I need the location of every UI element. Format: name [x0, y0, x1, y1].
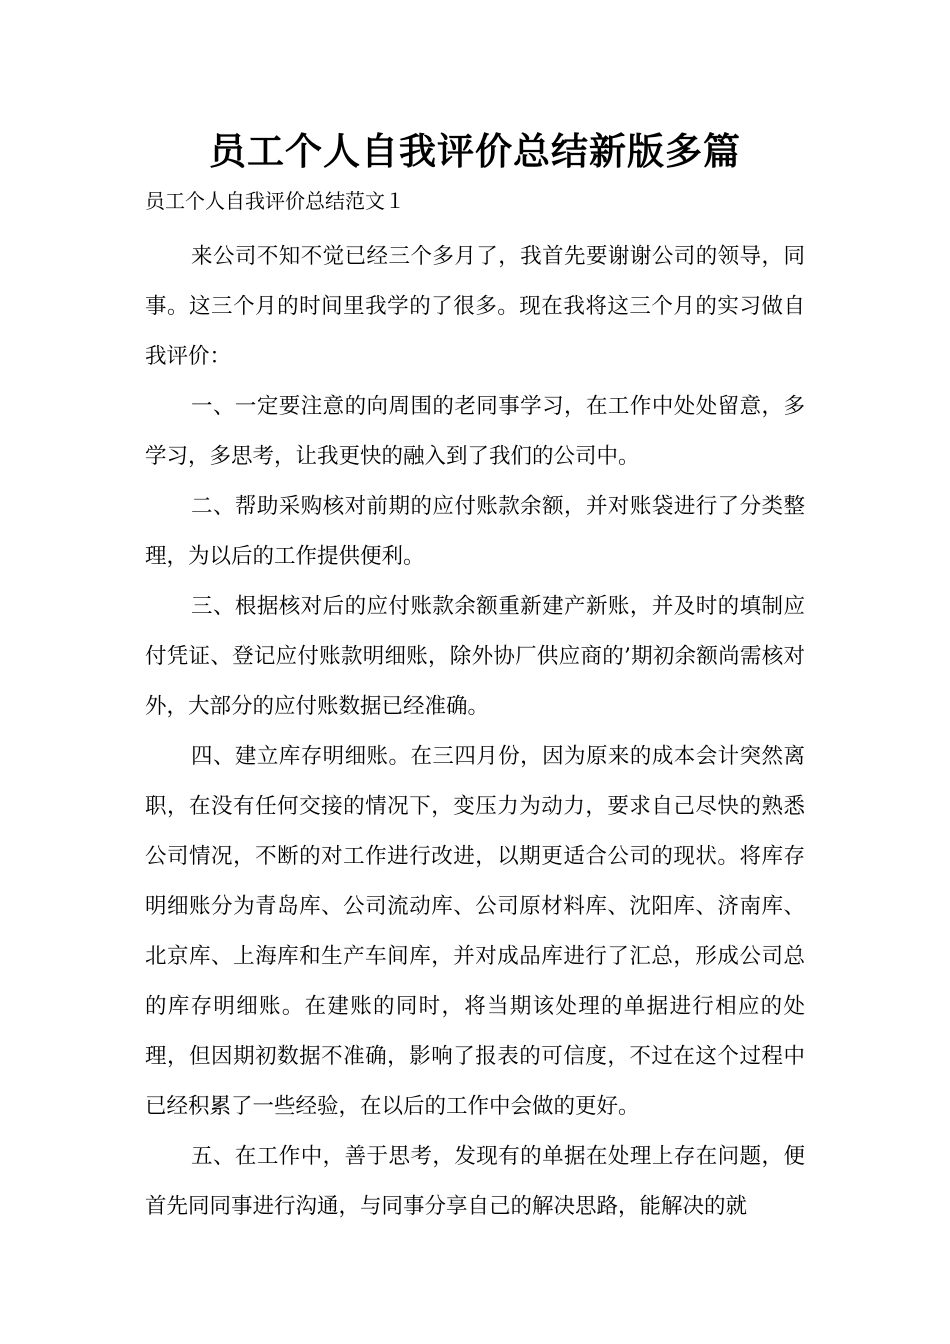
paragraph-point-3: 三、根据核对后的应付账款余额重新建产新账，并及时的填制应付凭证、登记应付账款明细账，除外协厂供应商的’期初余额尚需核对外，大部分的应付账数据已经准确。	[145, 594, 805, 719]
document-body	[145, 232, 805, 1232]
paragraph-point-5: 五、在工作中，善于思考，发现有的单据在处理上存在问题，便首先同同事进行沟通，与同事分享自己的解决思路，能解决的就	[145, 1144, 805, 1219]
paragraph-point-1: 一、一定要注意的向周围的老同事学习，在工作中处处留意，多学习，多思考，让我更快的融入到了我们的公司中。	[145, 394, 805, 469]
paragraph-point-2: 二、帮助采购核对前期的应付账款余额，并对账袋进行了分类整理，为以后的工作提供便利。	[145, 494, 805, 569]
section-heading: 员工个人自我评价总结范文１	[145, 189, 405, 213]
paragraph-intro: 来公司不知不觉已经三个多月了，我首先要谢谢公司的领导，同事。这三个月的时间里我学的了很多。现在我将这三个月的实习做自我评价：	[145, 244, 805, 369]
document-title: 员工个人自我评价总结新版多篇	[209, 130, 741, 173]
paragraph-point-4: 四、建立库存明细账。在三四月份，因为原来的成本会计突然离职，在没有任何交接的情况下，变压力为动力，要求自己尽快的熟悉公司情况，不断的对工作进行改进，以期更适合公司的现状。将库存明细账分为青岛库、公司流动库、公司原材料库、沈阳库、济南库、北京库、上海库和生产车间库，并对成品库进行了汇总，形成公司总的库存明细账。在建账的同时，将当期该处理的单据进行相应的处理，但因期初数据不准确，影响了报表的可信度，不过在这个过程中已经积累了一些经验，在以后的工作中会做的更好。	[145, 744, 805, 1119]
